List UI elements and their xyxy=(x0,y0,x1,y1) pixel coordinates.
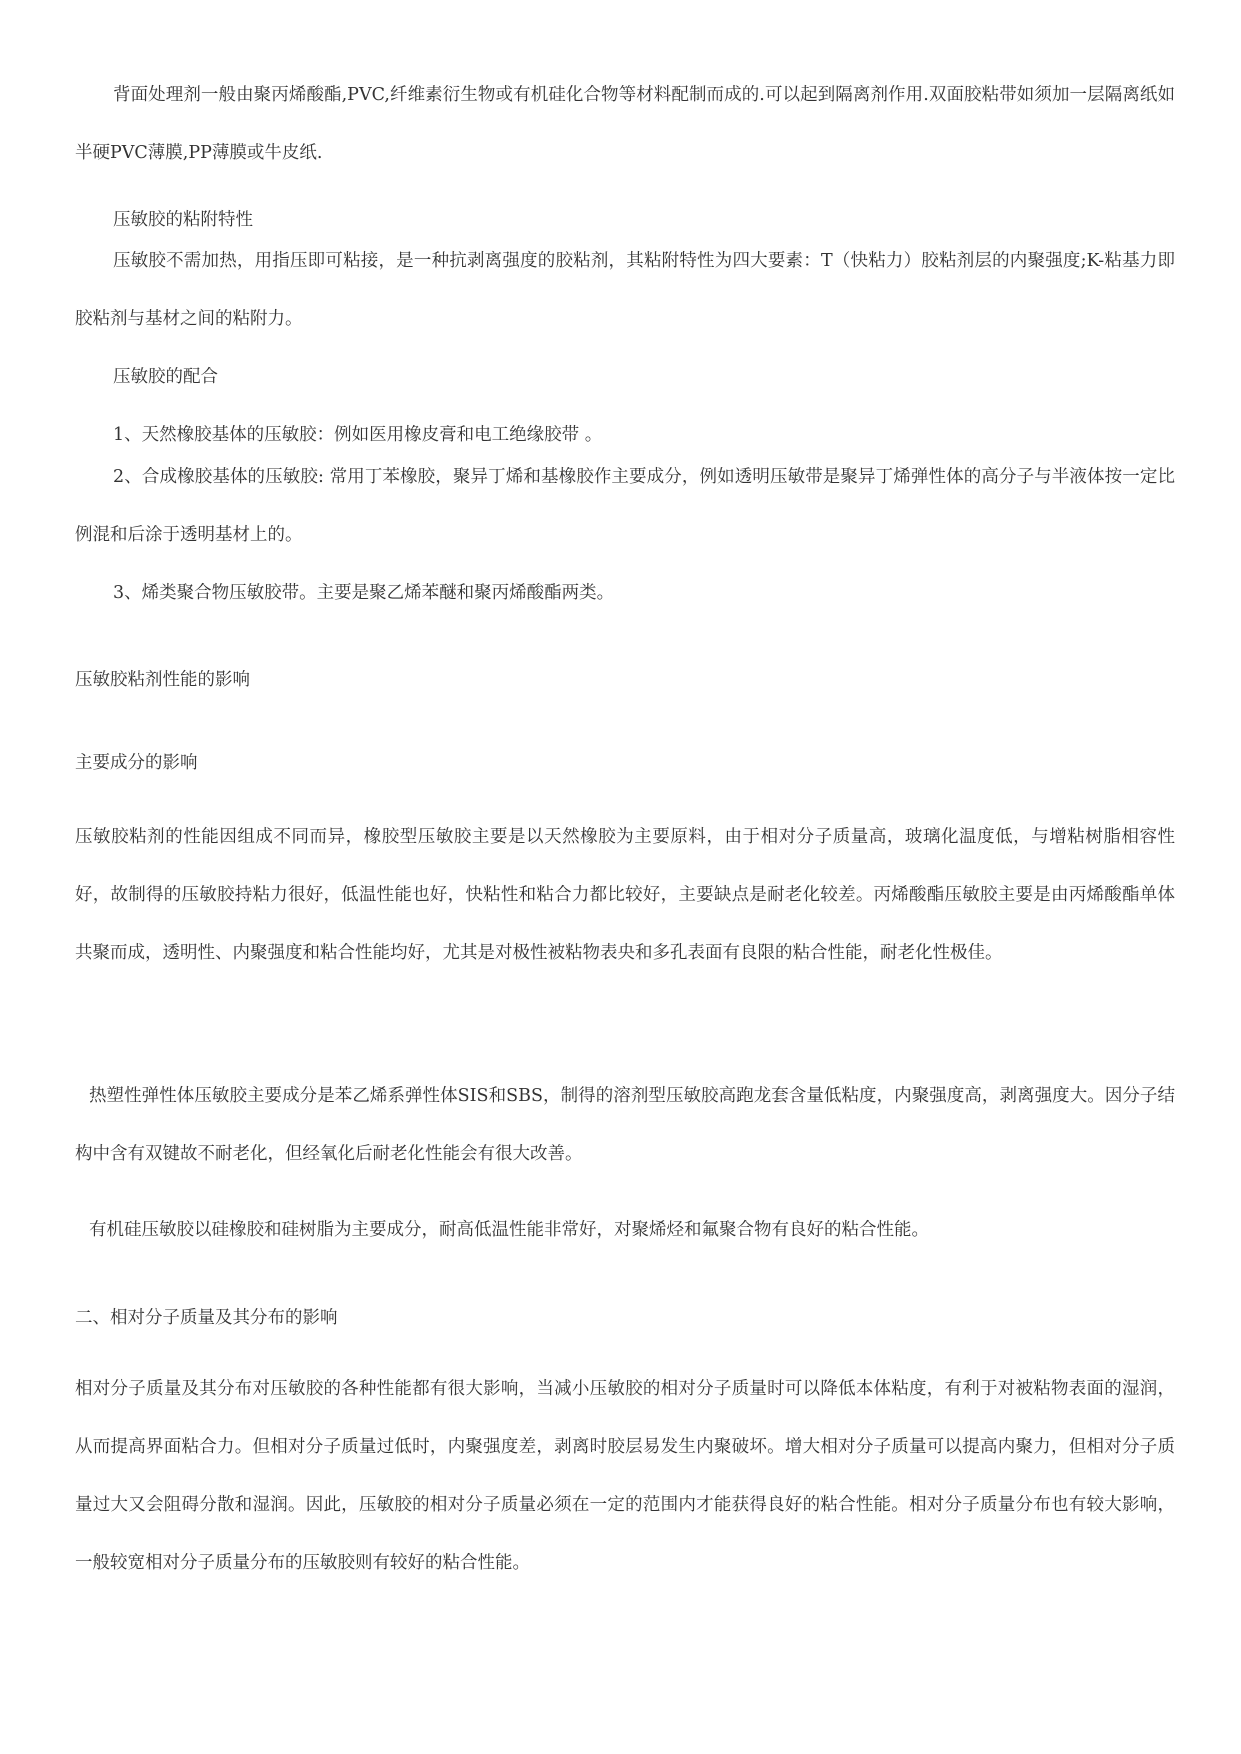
paragraph-thermoplastic-elastomer: 热塑性弹性体压敏胶主要成分是苯乙烯系弹性体SIS和SBS，制得的溶剂型压敏胶高跑龙套含量低粘度，内聚强度高，剥离强度大。因分子结构中含有双键故不耐老化，但经氧化后耐老化性能会有很大改善。 xyxy=(75,1086,1175,1164)
list-item-vinyl-polymer: 3、烯类聚合物压敏胶带。主要是聚乙烯苯醚和聚丙烯酸酯两类。 xyxy=(113,583,615,603)
paragraph-molecular-weight: 相对分子质量及其分布对压敏胶的各种性能都有很大影响，当减小压敏胶的相对分子质量时可以降低本体粘度，有利于对被粘物表面的湿润，从而提高界面粘合力。但相对分子质量过低时，内聚强度差，剥离时胶层易发生内聚破坏。增大相对分子质量可以提高内聚力，但相对分子质量过大又会阻碍分散和湿润。因此，压敏胶的相对分子质量必须在一定的范围内才能获得良好的粘合性能。相对分子质量分布也有较大影响，一般较宽相对分子质量分布的压敏胶则有较好的粘合性能。 xyxy=(75,1379,1175,1573)
heading-adhesion-properties: 压敏胶的粘附特性 xyxy=(113,210,253,230)
heading-formulation: 压敏胶的配合 xyxy=(113,367,218,387)
heading-molecular-weight: 二、相对分子质量及其分布的影响 xyxy=(75,1308,338,1328)
paragraph-silicone: 有机硅压敏胶以硅橡胶和硅树脂为主要成分，耐高低温性能非常好，对聚烯烃和氟聚合物有良好的粘合性能。 xyxy=(89,1220,929,1240)
paragraph-adhesion-properties: 压敏胶不需加热，用指压即可粘接，是一种抗剥离强度的胶粘剂，其粘附特性为四大要素：T（快粘力）胶粘剂层的内聚强度;K-粘基力即胶粘剂与基材之间的粘附力。 xyxy=(75,251,1175,329)
paragraph-backing-treatment: 背面处理剂一般由聚丙烯酸酯,PVC,纤维素衍生物或有机硅化合物等材料配制而成的.可以起到隔离剂作用.双面胶粘带如须加一层隔离纸如半硬PVC薄膜,PP薄膜或牛皮纸. xyxy=(75,85,1175,163)
heading-performance-influence: 压敏胶粘剂性能的影响 xyxy=(75,670,250,690)
list-item-natural-rubber: 1、天然橡胶基体的压敏胶：例如医用橡皮膏和电工绝缘胶带 。 xyxy=(113,425,603,445)
paragraph-main-components: 压敏胶粘剂的性能因组成不同而异，橡胶型压敏胶主要是以天然橡胶为主要原料，由于相对分子质量高，玻璃化温度低，与增粘树脂相容性好，故制得的压敏胶持粘力很好，低温性能也好，快粘性和粘合力都比较好，主要缺点是耐老化较差。丙烯酸酯压敏胶主要是由丙烯酸酯单体共聚而成，透明性、内聚强度和粘合性能均好，尤其是对极性被粘物表央和多孔表面有良限的粘合性能，耐老化性极佳。 xyxy=(75,827,1175,963)
heading-main-components: 主要成分的影响 xyxy=(75,753,198,773)
list-item-synthetic-rubber: 2、合成橡胶基体的压敏胶: 常用丁苯橡胶，聚异丁烯和基橡胶作主要成分，例如透明压敏带是聚异丁烯弹性体的高分子与半液体按一定比例混和后涂于透明基材上的。 xyxy=(75,467,1175,545)
